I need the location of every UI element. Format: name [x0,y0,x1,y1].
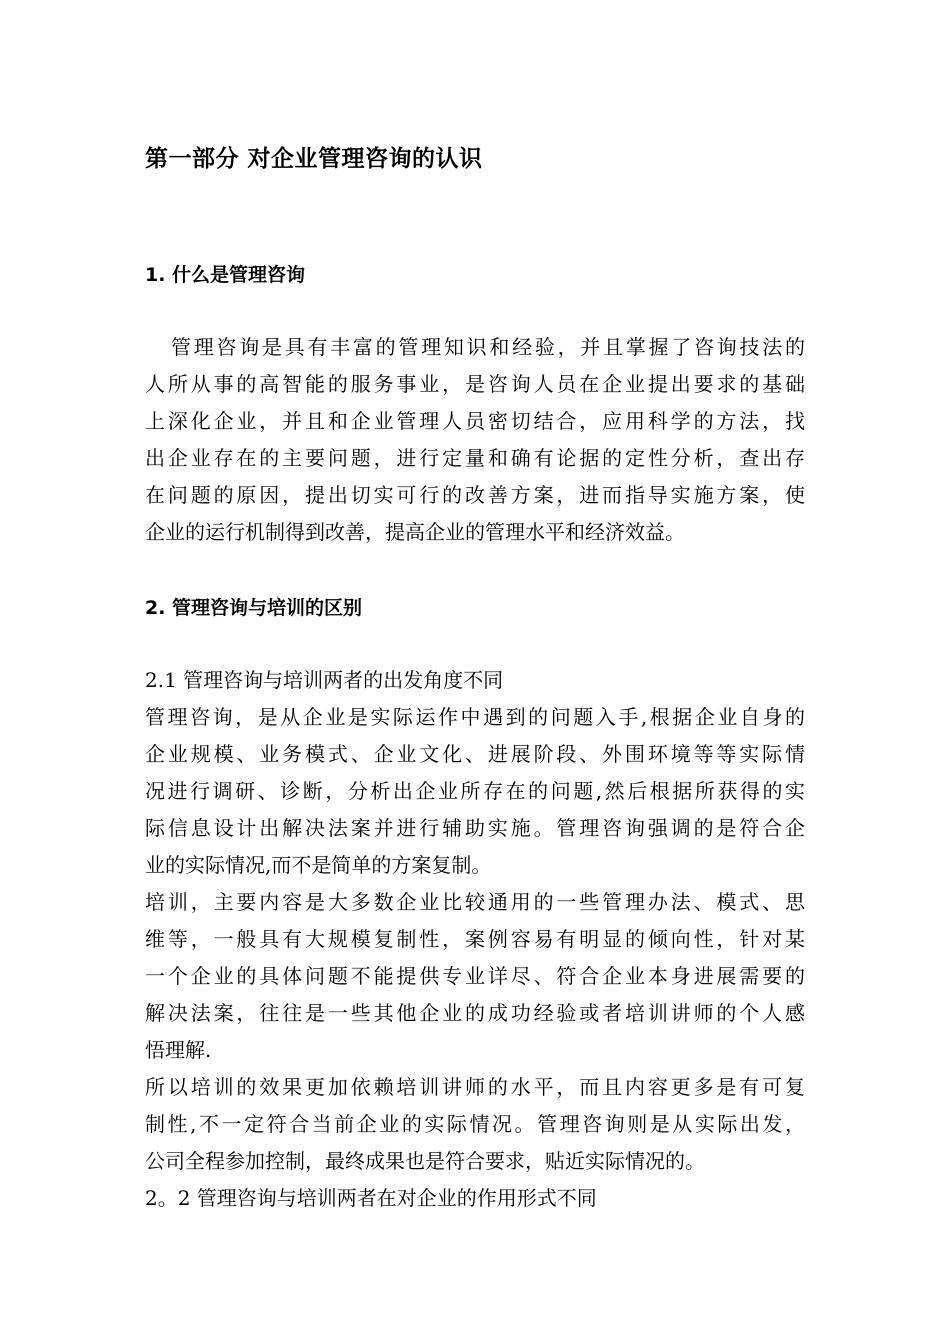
paragraph-line: 况进行调研、诊断，分析出企业所存在的问题,然后根据所获得的实 [145,779,805,803]
paragraph-line: 悟理解. [145,1038,212,1062]
paragraph-line: 公司全程参加控制，最终成果也是符合要求，贴近实际情况的。 [145,1149,705,1173]
paragraph-line: 管理咨询是具有丰富的管理知识和经验，并且掌握了咨询技法的 [171,335,805,359]
paragraph-line: 一个企业的具体问题不能提供专业详尽、符合企业本身进展需要的 [145,964,805,988]
section-1-paragraph [145,329,805,551]
paragraph-line: 际信息设计出解决法案并进行辅助实施。管理咨询强调的是符合企 [145,816,805,840]
section-2-body [145,662,805,1217]
paragraph-line: 业的实际情况,而不是简单的方案复制。 [145,853,492,877]
paragraph-line: 解决法案，往往是一些其他企业的成功经验或者培训讲师的个人感 [145,1001,805,1025]
section-1-heading: 1. 什么是管理咨询 [145,264,306,286]
paragraph-line: 维等，一般具有大规模复制性，案例容易有明显的倾向性，针对某 [145,927,805,951]
subsection-heading: 2.1 管理咨询与培训两者的出发角度不同 [145,668,504,692]
paragraph-line: 培训，主要内容是大多数企业比较通用的一些管理办法、模式、思 [145,890,805,914]
paragraph-line: 上深化企业，并且和企业管理人员密切结合，应用科学的方法，找 [145,409,805,433]
paragraph-line: 制性,不一定符合当前企业的实际情况。管理咨询则是从实际出发， [145,1112,805,1136]
page-title: 第一部分 对企业管理咨询的认识 [145,146,483,172]
paragraph-line: 在问题的原因，提出切实可行的改善方案，进而指导实施方案，使 [145,483,805,507]
section-2-heading: 2. 管理咨询与培训的区别 [145,597,363,619]
paragraph-line: 所以培训的效果更加依赖培训讲师的水平，而且内容更多是有可复 [145,1075,805,1099]
paragraph-line: 出企业存在的主要问题，进行定量和确有论据的定性分析，查出存 [145,446,805,470]
paragraph-line: 企业规模、业务模式、企业文化、进展阶段、外围环境等等实际情 [145,742,805,766]
subsection-heading: 2。2 管理咨询与培训两者在对企业的作用形式不同 [145,1186,597,1210]
paragraph-line: 管理咨询，是从企业是实际运作中遇到的问题入手,根据企业自身的 [145,705,805,729]
paragraph-line: 人所从事的高智能的服务事业，是咨询人员在企业提出要求的基础 [145,372,805,396]
paragraph-line: 企业的运行机制得到改善，提高企业的管理水平和经济效益。 [145,520,685,544]
